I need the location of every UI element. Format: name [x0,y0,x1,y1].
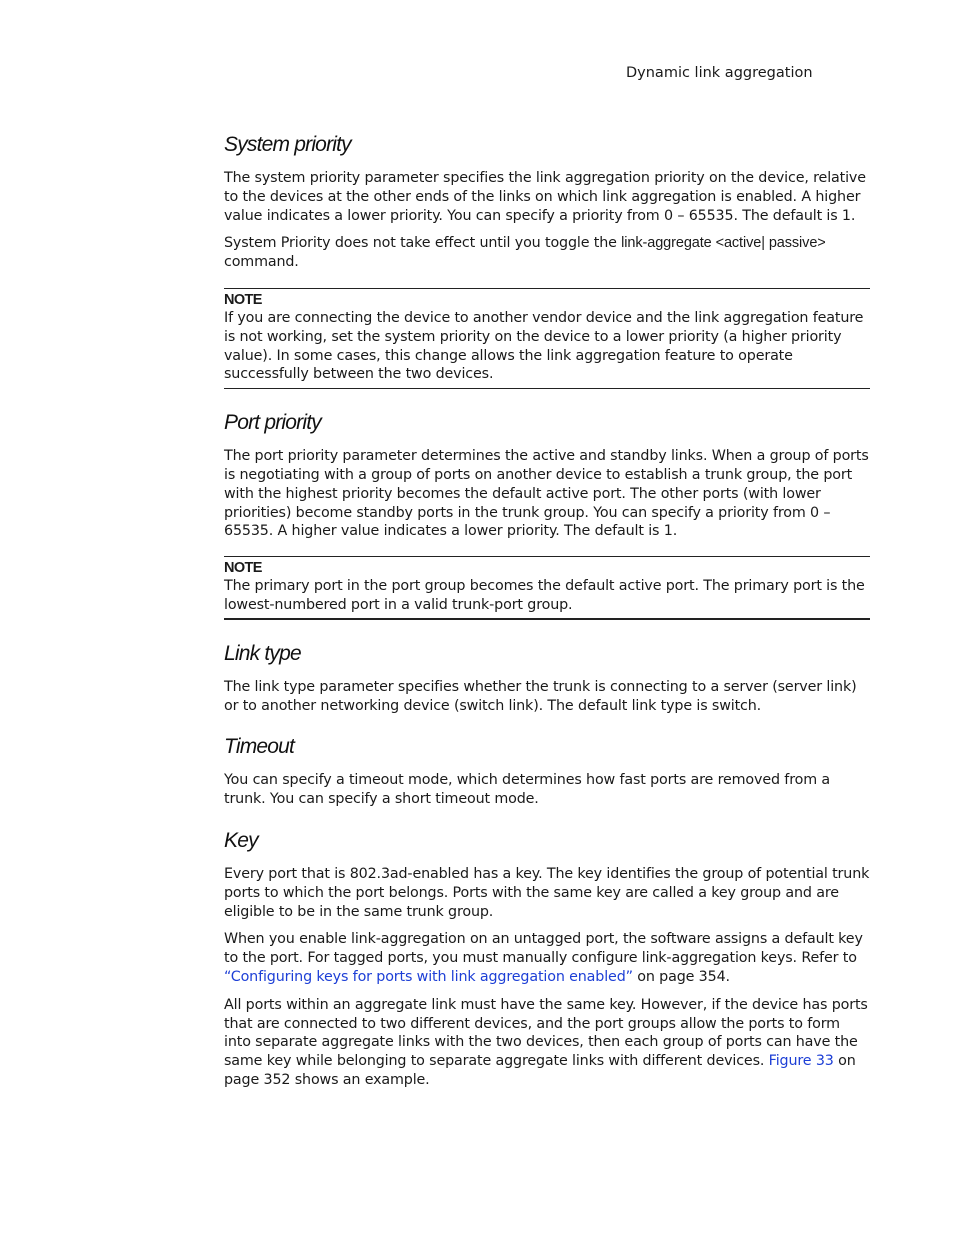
note-text: If you are connecting the device to another vendor device and the link aggregation feature is not working, set the system priority on the device to a lower priority (a higher priority value). In some cases, this change allows the link aggregation feature to operate successfully between the two devices. [224,309,864,383]
key-paragraph-1: Every port that is 802.3ad-enabled has a key. The key identifies the group of potential trunk ports to which the port belongs. Ports with the same key are called a key group and are eligible to be in the same trunk group. [224,865,870,920]
note-box-port-priority [224,556,870,620]
page-body [224,128,870,1090]
system-priority-command-paragraph [224,234,870,272]
note-text: The primary port in the port group becomes the default active port. The primary port is the lowest-numbered port in a valid trunk-port group. [224,578,865,613]
section-heading-system-priority: System priority [224,133,351,156]
paragraph-text: command. [224,254,299,271]
key-paragraph-2 [224,930,870,986]
cross-reference-link-figure-33[interactable]: Figure 33 [768,1053,834,1070]
note-label: NOTE [224,560,262,577]
cross-reference-link-configuring-keys[interactable]: “Configuring keys for ports with link aggregation enabled” [224,968,633,985]
system-priority-paragraph: The system priority parameter specifies the link aggregation priority on the device, relative to the devices at the other ends of the links on which link aggregation is enabled. A higher value indicates a lower priority. You can specify a priority from 0 – 65535. The default is 1. [224,170,866,224]
paragraph-text: System Priority does not take effect until you toggle the [224,235,622,252]
port-priority-paragraph: The port priority parameter determines the active and standby links. When a group of ports is negotiating with a group of ports on another device to establish a trunk group, the port with the highest priority becomes the default active port. The other ports (with lower priorities) become standby ports in the trunk group. You can specify a priority from 0 – 65535. A higher value indicates a lower priority. The default is 1. [224,448,869,540]
link-type-paragraph: The link type parameter specifies whether the trunk is connecting to a server (server link) or to another networking device (switch link). The default link type is switch. [224,678,857,714]
note-box-system-priority [224,288,870,389]
section-heading-key: Key [224,828,258,852]
paragraph-text: When you enable link-aggregation on an untagged port, the software assigns a default key to the port. For tagged ports, you must manually configure link-aggregation keys. Refer to [224,931,863,967]
note-label: NOTE [224,291,262,308]
command-syntax: link-aggregate <active| passive> [621,235,826,252]
paragraph-text: All ports within an aggregate link must have the same key. However, if the device has ports that are connected to two different devices, and the port groups allow the ports to form into separate aggregate links with the two devices, then each group of ports can have the same key while belonging to separate aggregate links with different devices. [224,996,868,1070]
running-head: Dynamic link aggregation [626,65,813,81]
paragraph-text: on page 352 shows an example. [224,1053,856,1088]
section-heading-port-priority: Port priority [224,411,321,435]
timeout-paragraph: You can specify a timeout mode, which determines how fast ports are removed from a trunk. You can specify a short timeout mode. [224,772,830,808]
section-heading-link-type: Link type [224,641,301,665]
section-heading-timeout: Timeout [224,735,295,759]
paragraph-text: on page 354. [632,968,730,985]
key-paragraph-3 [224,996,870,1090]
